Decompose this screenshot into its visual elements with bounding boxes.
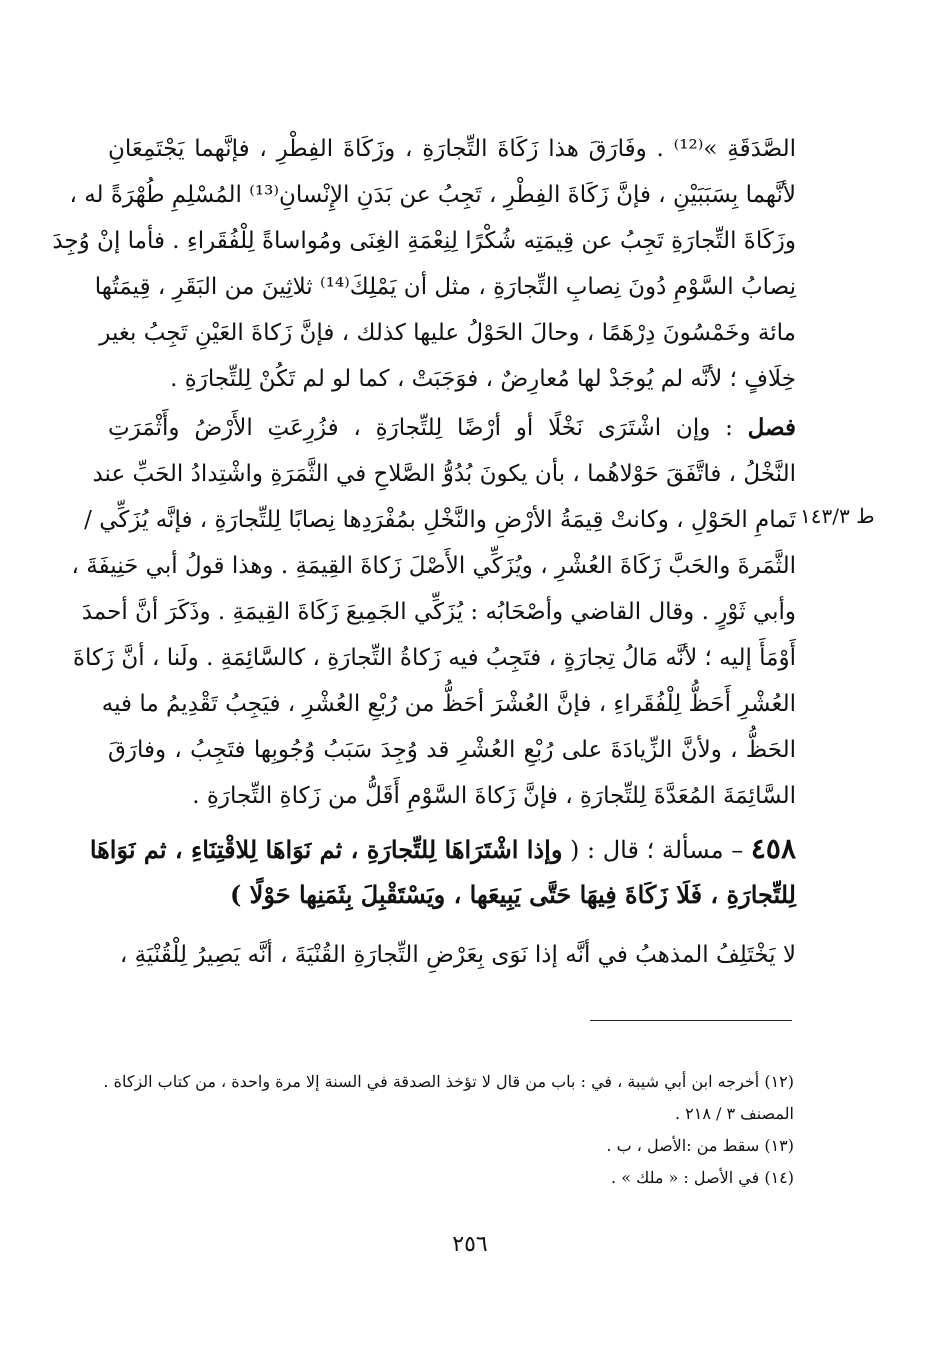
page-number: ٢٥٦ xyxy=(452,1232,488,1257)
masala-intro: – مسألة ؛ قال : ( xyxy=(562,836,751,864)
margin-page-reference: ط ١٤٣/٣ xyxy=(800,504,875,528)
section-label: فصل xyxy=(747,414,796,441)
footnote: (١٢) أخرجه ابن أبي شيبة ، في : باب من قال لا تؤخذ الصدقة في السنة إلا مرة واحدة ، من كتاب الزكاة . xyxy=(103,1072,794,1091)
text-line: خِلَافٍ ؛ لأنَّه لم يُوجَدْ لها مُعارِضٌ ، فوَجَبَتْ ، كما لو لم تَكُنْ لِلتِّجارَةِ . xyxy=(170,366,796,392)
text-line: النَّخْلُ ، فاتَّفَقَ حَوْلاهُما ، بأن يكونَ بُدُوُّ الصَّلاحِ في الثَّمَرَةِ واشْتِدادُ الحَبِّ عند xyxy=(92,461,796,487)
masala-number: ٤٥٨ xyxy=(750,832,796,865)
text-line: تَمامِ الحَوْلِ ، وكانتْ قِيمَةُ الأرْضِ والنَّخْلِ بمُفْرَدِها نِصابًا لِلتِّجارَةِ ، فإنَّه يُزَكِّي / xyxy=(84,507,796,533)
text-line: وأبي ثَوْرٍ . وقال القاضي وأصْحَابُه : يُزَكِّي الجَمِيعَ زَكَاةَ القِيمَةِ . وذَكَرَ أنَّ أحمدَ xyxy=(81,599,796,625)
text-line: نِصابُ السَّوْمِ دُونَ نِصابِ التِّجارَةِ ، مثل أن يَمْلِكَ⁽¹⁴⁾ ثلاثِينَ من البَقَرِ ، قِيمَتُها xyxy=(94,274,796,300)
masala-line: لِلتِّجارَةِ ، فَلَا زَكَاةَ فِيهَا حَتَّى يَبِيعَها ، ويَسْتَقْبِلَ بِثَمَنِها حَوْلًا ) xyxy=(229,880,796,909)
text-line xyxy=(108,405,796,451)
text-line-content: : وإن اشْتَرَى نَخْلًا أو أرْضًا لِلتِّجارَةِ ، فزُرِعَتِ الأَرْضُ وأَثْمَرَتِ xyxy=(108,415,748,441)
text-line: لأنَّهما بِسَبَبَيْنِ ، فإنَّ زَكَاةَ الفِطْرِ ، تَجِبُ عن بَدَنِ الإِنْسانِ⁽¹³⁾ المُسْلِمِ طُهْرَةً له ، xyxy=(69,182,796,208)
text-line: أَوْمَأَ إليه ؛ لأنَّه مَالُ تِجارَةٍ ، فتَجِبُ فيه زَكاةُ التِّجارَةِ ، كالسَّائِمَةِ . ولَنا ، أنَّ زَكاةَ xyxy=(72,645,796,671)
text-line: السَّائِمَةَ المُعَدَّةَ لِلتِّجارَةِ ، فإنَّ زَكاةَ السَّوْمِ أَقَلُّ من زَكاةِ التِّجارَةِ . xyxy=(192,783,796,809)
paragraph-3 xyxy=(108,932,796,978)
footnote-divider xyxy=(590,1020,792,1021)
footnote: (١٤) في الأصل : « ملك » . xyxy=(611,1168,794,1187)
footnote: (١٣) سقط من :الأصل ، ب . xyxy=(606,1136,794,1155)
text-line: لا يَخْتَلِفُ المذهبُ في أنَّه إذا نَوَى بِعَرْضِ التِّجارَةِ القُنْيَةَ ، أنَّه يَصِيرُ لِلْقُنْيَةِ ، xyxy=(119,942,796,968)
masala-line xyxy=(89,826,796,872)
paragraph-fasl xyxy=(71,405,796,819)
text-line: مائة وخَمْسُونَ دِرْهَمًا ، وحالَ الحَوْلُ عليها كذلك ، فإنَّ زَكاةَ العَيْنِ تَجِبُ بغير xyxy=(99,320,796,346)
text-line: الثَّمَرةَ والحَبَّ زَكَاةَ العُشْرِ ، ويُزَكِّي الأَصْلَ زَكاةَ القِيمَةِ . وهذا قولُ أبي حَنِيفَةَ ، xyxy=(71,553,796,579)
text-line: الصَّدَقَةِ »⁽¹²⁾ . وفَارَقَ هذا زَكَاةَ التِّجارَةِ ، وزَكَاةَ الفِطْرِ ، فإنَّهما يَجْتَمِعَانِ xyxy=(108,136,796,162)
footnote: المصنف ٣ / ٢١٨ . xyxy=(674,1104,794,1123)
masala-heading xyxy=(89,826,796,918)
text-line: العُشْرِ أَحَظُّ لِلْفُقَراءِ ، فإنَّ العُشْرَ أحَظُّ من رُبْعِ العُشْرِ ، فيَجِبُ تَقْدِيمُ ما فيه xyxy=(101,691,796,717)
paragraph-1 xyxy=(52,126,796,402)
text-line: وزَكَاةَ التِّجارَةِ تَجِبُ عن قِيمَتِه شُكْرًا لِنِعْمَةِ الغِنَى ومُواساةً لِلْفُقَراءِ . فأما إنْ وُجِدَ xyxy=(52,228,796,254)
text-line: الحَظُّ ، ولأنَّ الزِّيادَةَ على رُبْعِ العُشْرِ قد وُجِدَ سَبَبُ وُجُوبِها فتَجِبُ ، وفارَقَ xyxy=(108,737,796,763)
footnotes xyxy=(103,1066,794,1194)
masala-text: وإذا اشْتَرَاهَا لِلتِّجارَةِ ، ثم نَوَاهَا لِلاقْتِنَاءِ ، ثم نَوَاهَا xyxy=(89,835,563,864)
